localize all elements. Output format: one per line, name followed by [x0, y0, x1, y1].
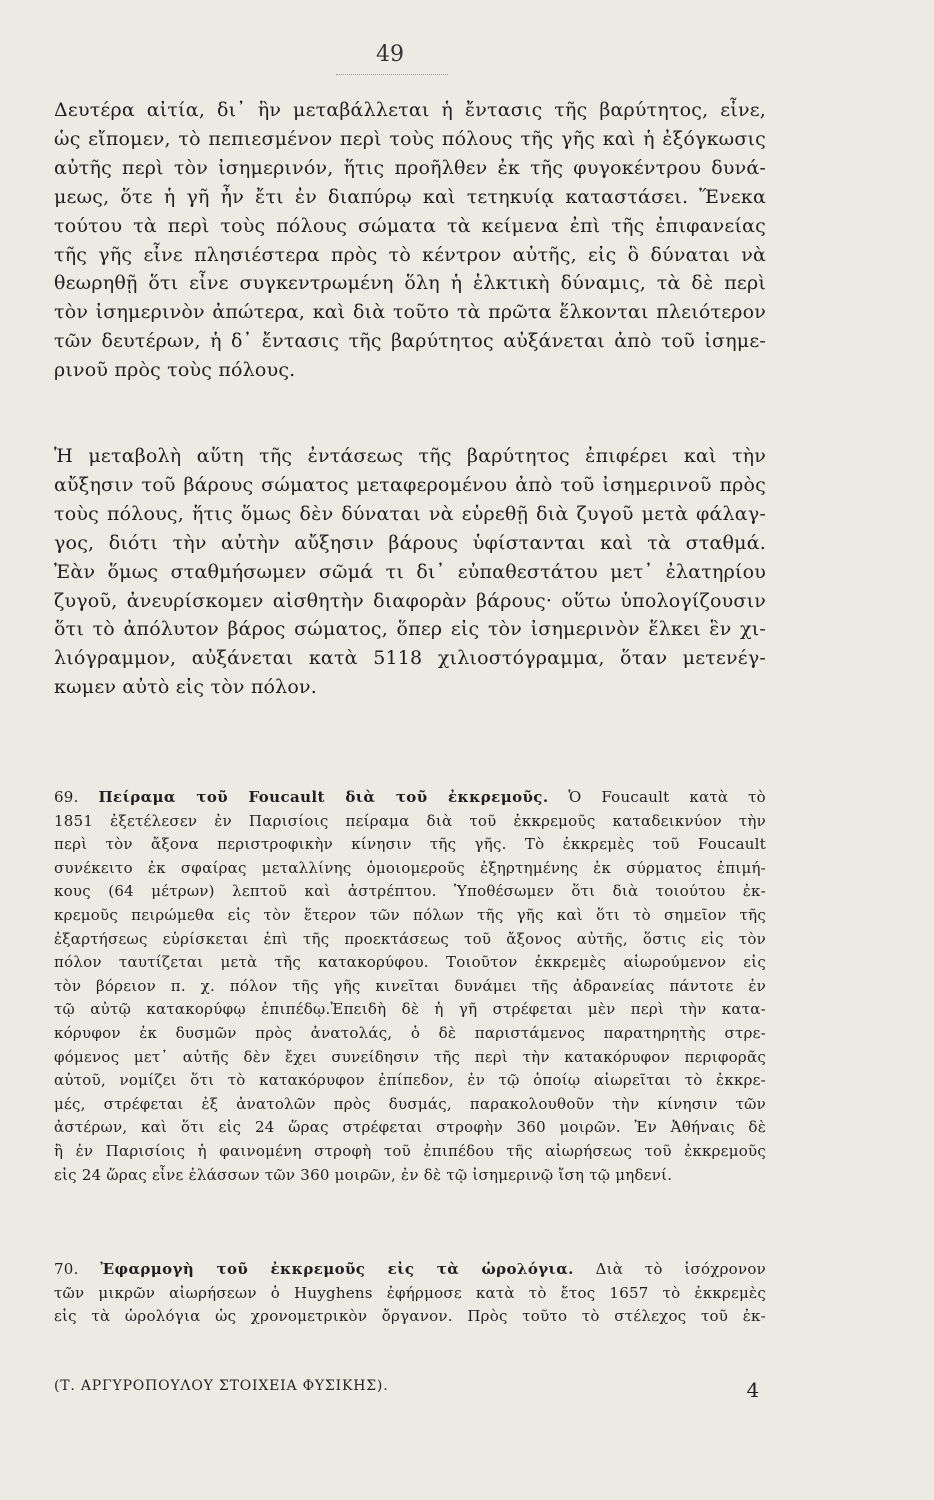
text-line: μεως, ὅτε ἡ γῆ ἦν ἔτι ἐν διαπύρῳ καὶ τετηκυίᾳ καταστάσει. Ἕνεκα: [54, 185, 766, 208]
text-line: τούτου τὰ περὶ τοὺς πόλους σώματα τὰ κείμενα ἐπὶ τῆς ἐπιφανείας: [54, 214, 766, 237]
text-line: κόρυφον ἐκ δυσμῶν πρὸς ἀνατολάς, ὁ δὲ παριστάμενος παρατηρητὴς στρε-: [54, 1023, 766, 1042]
section-heading: Ἐφαρμογὴ τοῦ ἐκκρεμοῦς εἰς τὰ ὡρολόγια.: [100, 1260, 574, 1278]
text-line: τὸν βόρειον π. χ. πόλον τῆς γῆς κινεῖται δυνάμει τῆς ἀδρανείας πάντοτε ἐν: [54, 976, 766, 995]
section-70-first-line: [54, 1258, 766, 1282]
section-number: 70.: [54, 1260, 79, 1278]
text-line: ἐξαρτήσεως εὑρίσκεται ἐπὶ τῆς προεκτάσεως τοῦ ἄξονος αὐτῆς, ὅστις εἰς τὸν: [54, 929, 766, 948]
text-line: αὐτοῦ, νομίζει ὅτι τὸ κατακόρυφον ἐπίπεδον, ἐν τῷ ὁποίῳ αἰωρεῖται τὸ ἐκκρε-: [54, 1071, 766, 1090]
page-footer: [54, 1378, 766, 1402]
section-69-first-line: [54, 786, 766, 810]
sheet-number: 4: [746, 1378, 760, 1402]
text-line: συνέκειτο ἐκ σφαίρας μεταλλίνης ὁμοιομεροῦς ἐξηρτημένης ἐκ σύρματος ἐπιμή-: [54, 858, 766, 877]
text-line: κωμεν αὐτὸ εἰς τὸν πόλον.: [54, 676, 318, 699]
text-line: Ἐὰν ὅμως σταθμήσωμεν σῶμά τι δι᾿ εὐπαθεστάτου μετ᾿ ἐλατηρίου: [54, 560, 766, 583]
text-line: γος, διότι τὴν αὐτὴν αὔξησιν βάρους ὑφίστανται καὶ τὰ σταθμά.: [54, 531, 766, 554]
header-rule: [336, 74, 448, 75]
text-line: πόλον ταυτίζεται μετὰ τῆς κατακορύφου. Τοιοῦτον ἐκκρεμὲς αἰωρούμενον εἰς: [54, 953, 766, 972]
book-signature: (Τ. ΑΡΓΥΡΟΠΟΥΛΟΥ ΣΤΟΙΧΕΙΑ ΦΥΣΙΚΗΣ).: [54, 1378, 389, 1394]
text-line: κους (64 μέτρων) λεπτοῦ καὶ ἀστρέπτου. Ὑποθέσωμεν ὅτι διὰ τοιούτου ἐκ-: [54, 882, 766, 901]
text-line: Ἡ μεταβολὴ αὕτη τῆς ἐντάσεως τῆς βαρύτητος ἐπιφέρει καὶ τὴν: [54, 445, 766, 467]
section-number: 69.: [54, 788, 79, 806]
text-line: τῆς γῆς εἶνε πλησιέστερα πρὸς τὸ κέντρον αὐτῆς, εἰς ὃ δύναται νὰ: [54, 243, 766, 266]
text-line: 1851 ἐξετέλεσεν ἐν Παρισίοις πείραμα διὰ τοῦ ἐκκρεμοῦς καταδεικνύον τὴν: [54, 811, 766, 830]
section-first-line-rest: Ὁ Foucault κατὰ τὸ: [568, 788, 766, 806]
text-line: ρινοῦ πρὸς τοὺς πόλους.: [54, 359, 296, 382]
text-line: θεωρηθῇ ὅτι εἶνε συγκεντρωμένη ὅλη ἡ ἑλκτικὴ δύναμις, τὰ δὲ περὶ: [54, 272, 766, 295]
text-line: τῷ αὐτῷ κατακορύφῳ ἐπιπέδῳ.Ἐπειδὴ δὲ ἡ γῆ στρέφεται μὲν περὶ τὴν κατα-: [54, 1000, 766, 1019]
text-line: αὔξησιν τοῦ βάρους σώματος μεταφερομένου ἀπὸ τοῦ ἰσημερινοῦ πρὸς: [54, 473, 766, 496]
text-line: περὶ τὸν ἄξονα περιστροφικὴν κίνησιν τῆς γῆς. Τὸ ἐκκρεμὲς τοῦ Foucault: [54, 835, 766, 854]
text-line: τῶν μικρῶν αἰωρήσεων ὁ Huyghens ἐφήρμοσε κατὰ τὸ ἔτος 1657 τὸ ἐκκρεμὲς: [54, 1283, 766, 1302]
text-line: τὸν ἰσημερινὸν ἀπώτερα, καὶ διὰ τοῦτο τὰ πρῶτα ἕλκονται πλειότερον: [54, 301, 766, 324]
text-line: λιόγραμμον, αὐξάνεται κατὰ 5118 χιλιοστόγραμμα, ὅταν μετενέγ-: [54, 647, 766, 670]
text-line: φόμενος μετ᾿ αὐτῆς δὲν ἔχει συνείδησιν τῆς περὶ τὴν κατακόρυφον περιφορᾶς: [54, 1047, 766, 1066]
text-line: ὡς εἴπομεν, τὸ πεπιεσμένον περὶ τοὺς πόλους τῆς γῆς καὶ ἡ ἐξόγκωσις: [54, 127, 766, 150]
text-line: ἀστέρων, καὶ ὅτι εἰς 24 ὥρας στρέφεται στροφὴν 360 μοιρῶν. Ἐν Ἀθήναις δὲ: [54, 1118, 766, 1137]
paragraph-1: [54, 96, 766, 385]
text-line: Δευτέρα αἰτία, δι᾿ ἣν μεταβάλλεται ἡ ἔντασις τῆς βαρύτητος, εἶνε,: [54, 99, 766, 121]
text-line: τοὺς πόλους, ἥτις ὅμως δὲν δύναται νὰ εὑρεθῇ διὰ ζυγοῦ μετὰ φάλαγ-: [54, 502, 766, 525]
section-70: [54, 1258, 766, 1329]
section-69: [54, 786, 766, 1187]
page-number: 49: [376, 42, 404, 67]
text-line: τῶν δευτέρων, ἡ δ᾿ ἔντασις τῆς βαρύτητος αὐξάνεται ἀπὸ τοῦ ἰσημε-: [54, 330, 766, 353]
section-first-line-rest: Διὰ τὸ ἰσόχρονον: [595, 1260, 766, 1278]
text-line: εἰς 24 ὥρας εἶνε ἐλάσσων τῶν 360 μοιρῶν, ἐν δὲ τῷ ἰσημερινῷ ἴση τῷ μηδενί.: [54, 1165, 673, 1184]
text-line: ὅτι τὸ ἀπόλυτον βάρος σώματος, ὅπερ εἰς τὸν ἰσημερινὸν ἕλκει ἓν χι-: [54, 618, 766, 641]
paragraph-2: [54, 442, 766, 702]
text-line: μές, στρέφεται ἐξ ἀνατολῶν πρὸς δυσμάς, παρακολουθοῦν τὴν κίνησιν τῶν: [54, 1094, 766, 1113]
section-heading: Πείραμα τοῦ Foucault διὰ τοῦ ἐκκρεμοῦς.: [98, 788, 549, 806]
text-line: αὐτῆς περὶ τὸν ἰσημερινόν, ἥτις προῆλθεν ἐκ τῆς φυγοκέντρου δυνά-: [54, 156, 766, 179]
text-line: ἢ ἐν Παρισίοις ἡ φαινομένη στροφὴ τοῦ ἐπιπέδου τῆς αἰωρήσεως τοῦ ἐκκρεμοῦς: [54, 1141, 766, 1160]
text-line: κρεμοῦς πειρώμεθα εἰς τὸν ἕτερον τῶν πόλων τῆς γῆς καὶ ὅτι τὸ σημεῖον τῆς: [54, 905, 766, 924]
text-line: εἰς τὰ ὡρολόγια ὡς χρονομετρικὸν ὄργανον. Πρὸς τοῦτο τὸ στέλεχος τοῦ ἐκ-: [54, 1307, 766, 1326]
text-line: ζυγοῦ, ἀνευρίσκομεν αἰσθητὴν διαφορὰν βάρους· οὕτω ὑπολογίζουσιν: [54, 589, 766, 612]
